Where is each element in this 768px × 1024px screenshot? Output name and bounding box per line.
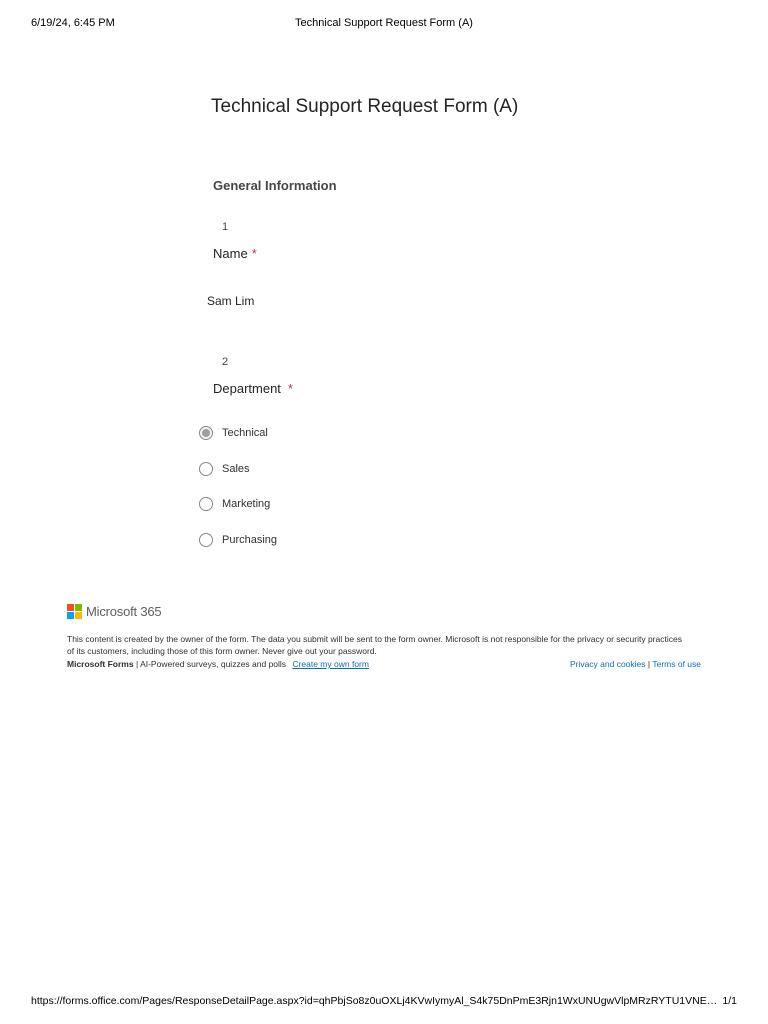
link-separator: | bbox=[647, 659, 651, 669]
required-marker: * bbox=[251, 246, 257, 261]
question-1-label bbox=[213, 246, 257, 261]
microsoft-365-brand bbox=[67, 603, 161, 620]
radio-label: Purchasing bbox=[222, 534, 278, 546]
logo-square-red bbox=[67, 604, 74, 611]
radio-label: Technical bbox=[222, 427, 268, 439]
product-tagline: | AI-Powered surveys, quizzes and polls bbox=[135, 659, 287, 669]
radio-unselected-icon bbox=[199, 533, 213, 547]
radio-label: Sales bbox=[222, 463, 250, 475]
required-marker: * bbox=[287, 381, 293, 396]
footer-left bbox=[67, 659, 369, 669]
logo-square-yellow bbox=[75, 612, 82, 619]
microsoft-logo-icon bbox=[67, 604, 82, 619]
brand-name: Microsoft 365 bbox=[86, 604, 162, 619]
radio-option-sales[interactable] bbox=[199, 460, 250, 478]
radio-unselected-icon bbox=[199, 462, 213, 476]
radio-label: Marketing bbox=[222, 498, 271, 510]
terms-link[interactable]: Terms of use bbox=[652, 659, 701, 669]
radio-option-technical[interactable] bbox=[199, 424, 268, 442]
page-number: 1/1 bbox=[722, 995, 737, 1007]
privacy-link[interactable]: Privacy and cookies bbox=[569, 659, 646, 669]
footer-links bbox=[67, 659, 701, 671]
question-1-text: Name bbox=[213, 246, 248, 261]
section-title: General Information bbox=[213, 178, 337, 193]
question-2-number: 2 bbox=[222, 356, 229, 368]
question-2-label bbox=[213, 381, 293, 396]
print-footer bbox=[31, 995, 737, 1009]
radio-option-marketing[interactable] bbox=[199, 495, 270, 513]
disclaimer-text: This content is created by the owner of the form. The data you submit will be sent to the form owner. Microsoft is not responsible for the privacy or security practices of its customers, including those of this form owner. Never give out your password. bbox=[67, 634, 682, 656]
footer-right bbox=[570, 659, 701, 669]
logo-square-green bbox=[75, 604, 82, 611]
page-url: https://forms.office.com/Pages/ResponseDetailPage.aspx?id=qhPbjSo8z0uOXLj4KVwIymyAl_S4k75DnPmE3Rjn1WxUNUgwVlpMRzRYTU1VNE… bbox=[31, 995, 718, 1007]
radio-unselected-icon bbox=[199, 497, 213, 511]
logo-square-blue bbox=[67, 612, 74, 619]
print-datetime: 6/19/24, 6:45 PM bbox=[31, 17, 115, 29]
name-answer: Sam Lim bbox=[207, 294, 255, 308]
question-2-text: Department bbox=[213, 381, 281, 396]
question-1-number: 1 bbox=[222, 221, 229, 233]
radio-option-purchasing[interactable] bbox=[199, 531, 277, 549]
product-name: Microsoft Forms bbox=[67, 659, 134, 669]
create-form-link[interactable]: Create my own form bbox=[292, 659, 369, 669]
form-title: Technical Support Request Form (A) bbox=[211, 96, 519, 117]
print-header bbox=[31, 17, 737, 31]
print-page-title: Technical Support Request Form (A) bbox=[295, 17, 473, 29]
radio-selected-icon bbox=[199, 426, 213, 440]
